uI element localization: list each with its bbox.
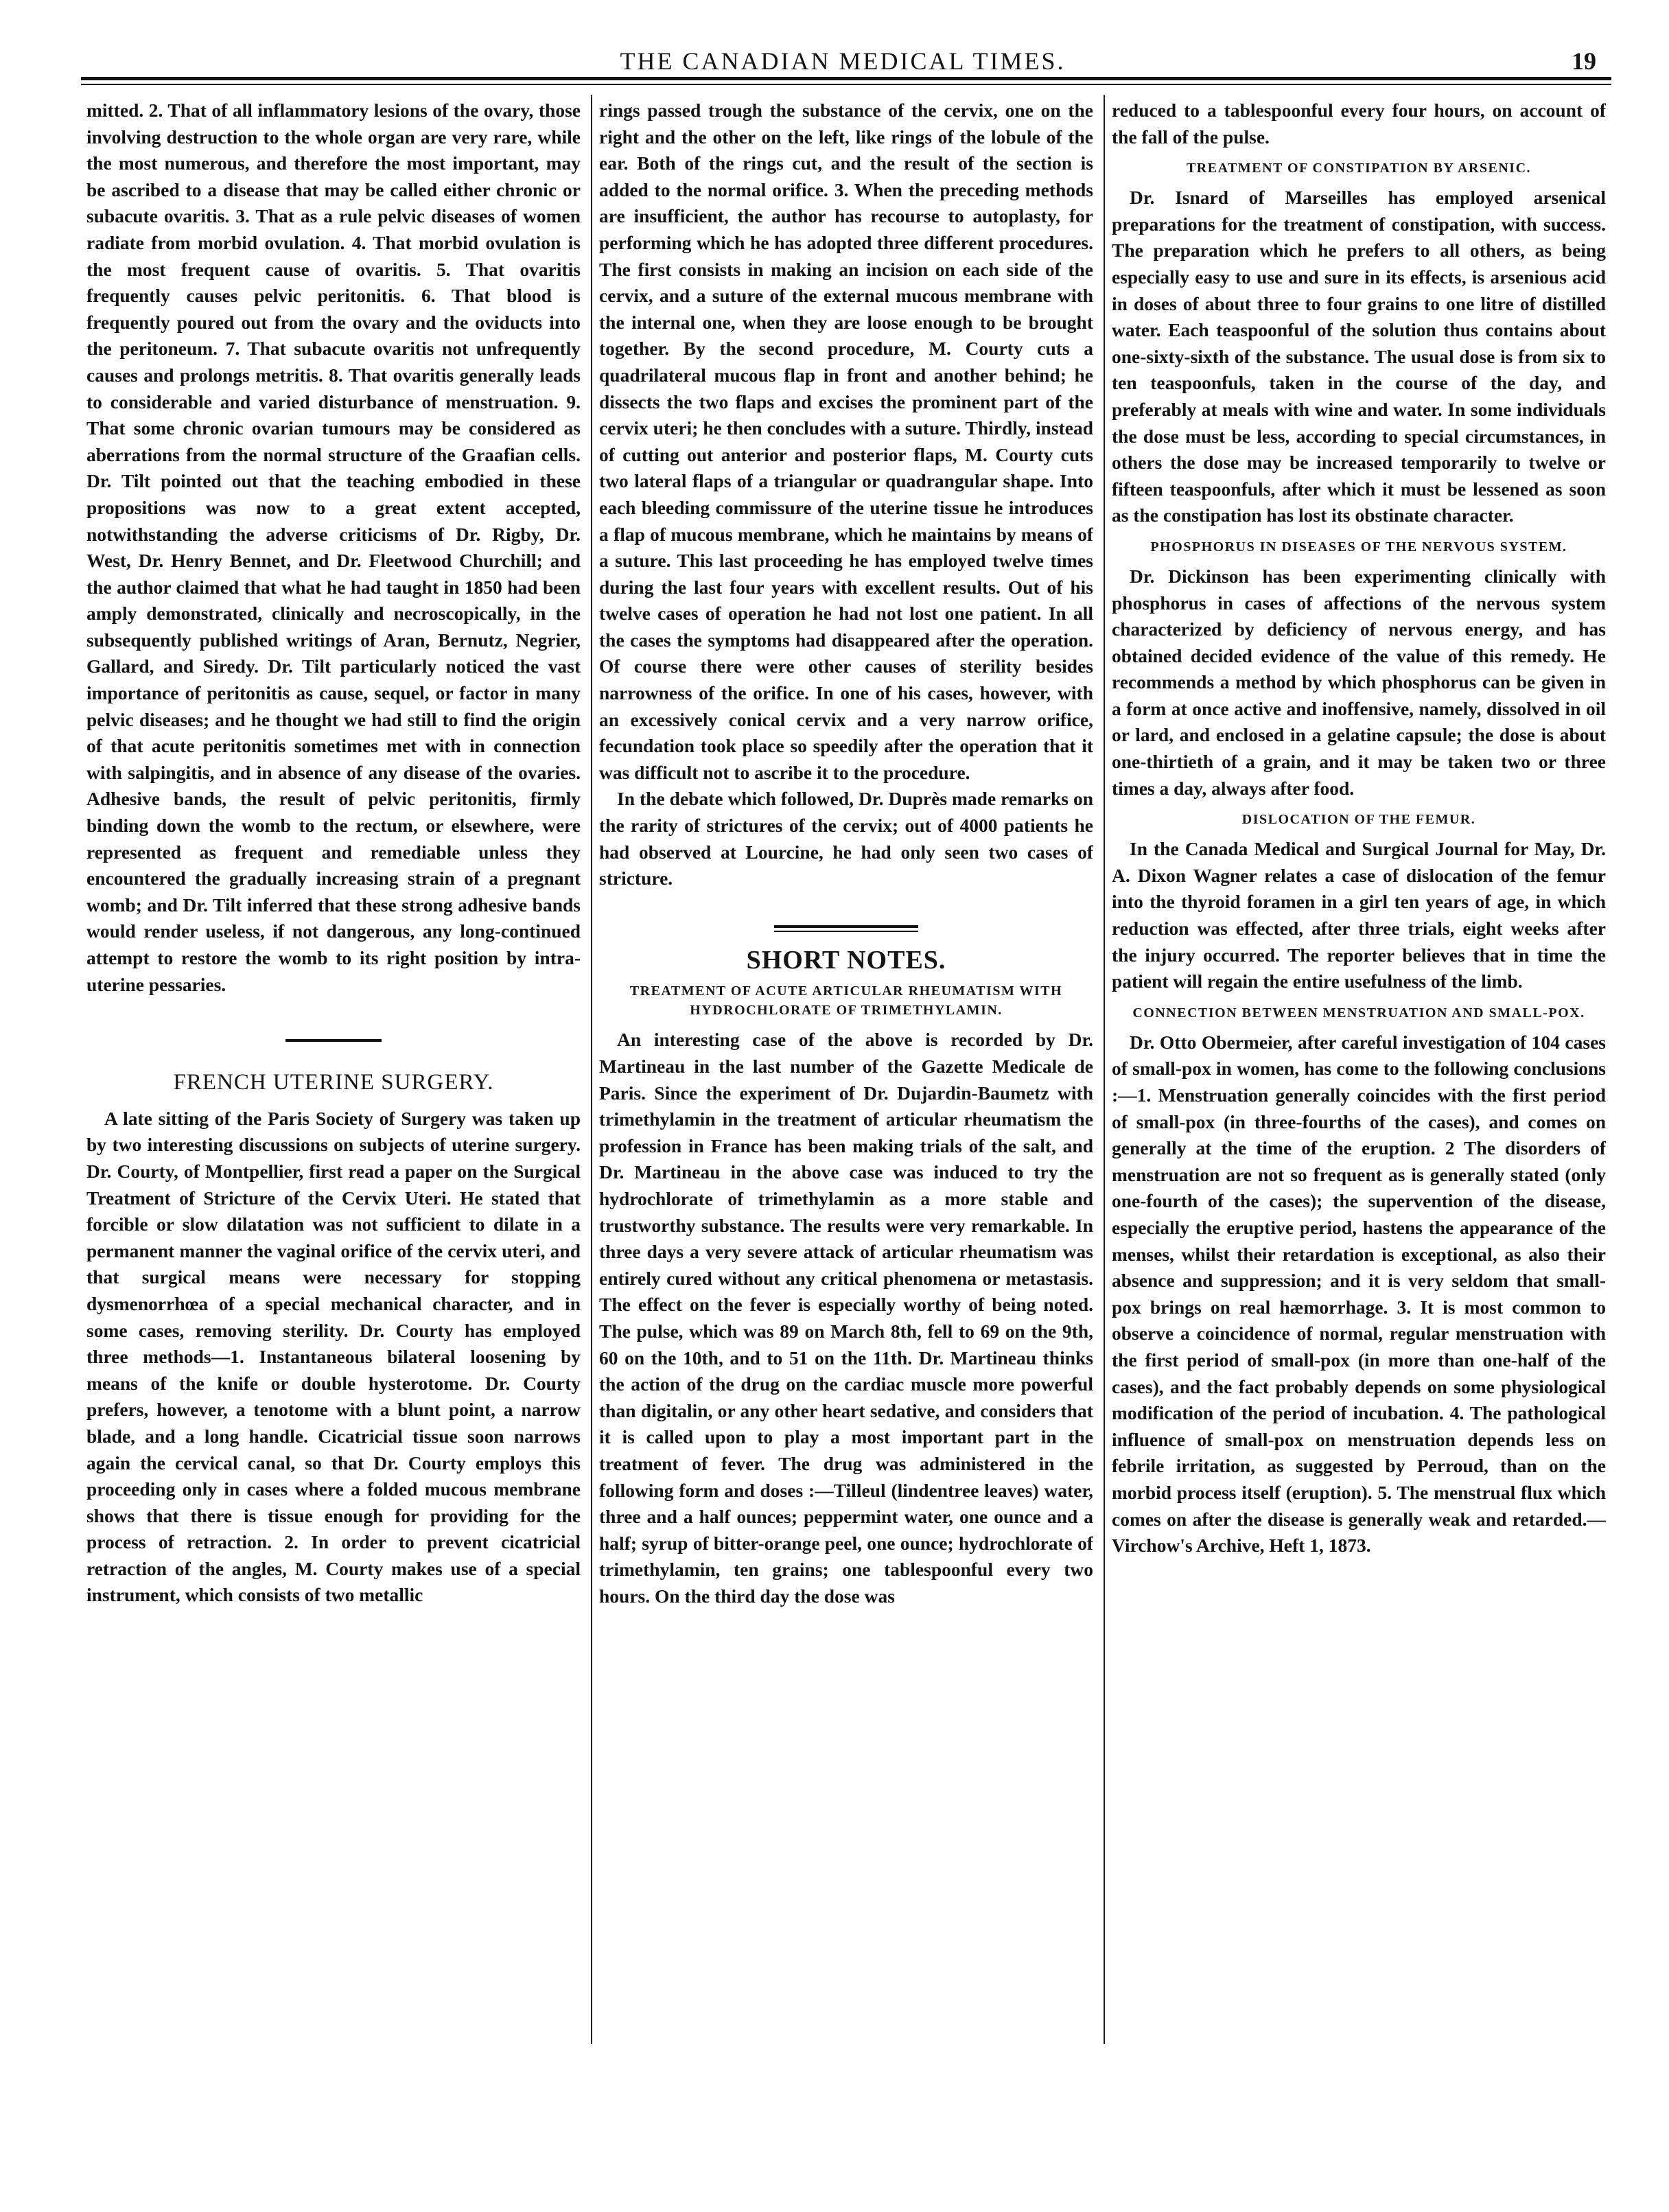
femur-paragraph: In the Canada Medical and Surgical Journal for May, Dr. A. Dixon Wagner relates a case of dislocation of the femur into the thyroid foramen in a girl ten years of age, in which reduction was effected, after three trials, eight weeks after the injury occurred. The reporter believes that in time the patient will regain the entire usefulness of the limb. <box>1112 838 1606 992</box>
smallpox-caption: CONNECTION BETWEEN MENSTRUATION AND SMALL-POX. <box>1132 1005 1585 1021</box>
journal-title: THE CANADIAN MEDICAL TIMES. <box>620 47 1066 75</box>
french-uterine-surgery-paragraph: A late sitting of the Paris Society of Surgery was taken up by two interesting discussions on subjects of uterine surgery. Dr. Courty, of Montpellier, first read a paper on the Surgical Treatment of Stricture of the Cervix Uteri. He stated that forcible or slow dilatation was not sufficient to dilate in a permanent manner the vaginal orifice of the cervix uteri, and that surgical means were necessary for stopping dysmenorrhœa of a special mechanical character, and in some cases, removing sterility. Dr. Courty has employed three methods—1. Instantaneous bilateral loosening by means of the knife or double hysterotome. Dr. Courty prefers, however, a tenotome with a blunt point, a narrow blade, and a long handle. Cicatricial tissue soon narrows again the cervical canal, so that Dr. Courty employs this proceeding only in cases where a folded mucous membrane shows that there is tissue enough for providing for the process of retraction. 2. In order to prevent cicatricial retraction of the angles, M. Courty makes use of a special instrument, which consists of two metallic <box>86 1107 581 1606</box>
debate-paragraph: In the debate which followed, Dr. Duprès made remarks on the rarity of strictures of the cervix; out of 4000 patients he had observed at Lourcine, he had only seen two cases of stricture. <box>599 788 1093 889</box>
rheumatism-paragraph: An interesting case of the above is recorded by Dr. Martineau in the last number of the Gazette Medicale de Paris. Since the experiment of Dr. Dujardin-Baumetz with trimethylamin in the treatment of articular rheumatism the profession in France has been making trials of the salt, and Dr. Martineau in the above case was induced to try the hydrochlorate of trimethylamin as a more stable and trustworthy substance. The results were very remarkable. In three days a very severe attack of articular rheumatism was entirely cured without any critical phenomena or metastasis. The effect on the fever is especially worthy of being noted. The pulse, which was 89 on March 8th, fell to 69 on the 9th, 60 on the 10th, and to 51 on the 11th. Dr. Martineau thinks the action of the drug on the cardiac muscle more powerful than digitalin, or any other heart sedative, and considers that it is called upon to play a most important part in the treatment of fever. The drug was administered in the following form and doses :—Tilleul (lindentree leaves) water, three and a half ounces; peppermint water, one ounce and a half; syrup of bitter-orange peel, one ounce; hydrochlorate of trimethylamin, ten grains; one tablespoonful every two hours. On the third day the dose was <box>599 1029 1093 1607</box>
page-header <box>81 47 1604 74</box>
constipation-caption: TREATMENT OF CONSTIPATION BY ARSENIC. <box>1186 161 1532 176</box>
ovaritis-propositions-paragraph: mitted. 2. That of all inflammatory lesions of the ovary, those involving destruction to the whole organ are very rare, while the most numerous, and therefore the most important, may be ascribed to a disease that may be called either chronic or subacute ovaritis. 3. That as a rule pelvic diseases of women radiate from morbid ovulation. 4. That morbid ovulation is the most frequent cause of ovaritis. 5. That ovaritis frequently causes pelvic peritonitis. 6. That blood is frequently poured out from the ovary and the oviducts into the peritoneum. 7. That subacute ovaritis not unfrequently causes and prolongs metritis. 8. That ovaritis generally leads to considerable and varied disturbance of menstruation. 9. That some chronic ovarian tumours may be considered as aberrations from the normal structure of the Graafian cells. Dr. Tilt pointed out that the teaching embodied in these propositions was now to a great extent accepted, notwithstanding the adverse criticisms of Dr. Rigby, Dr. West, Dr. Henry Bennet, and Dr. Fleetwood Churchill; and the author claimed that what he had taught in 1850 had been amply demonstrated, clinically and necroscopically, in the subsequently published writings of Aran, Bernutz, Negrier, Gallard, and Siredy. Dr. Tilt particularly noticed the vast importance of peritonitis as cause, sequel, or factor in many pelvic diseases; and he thought we had still to find the origin of that acute peritonitis sometimes met with in connection with salpingitis, and in absence of any disease of the ovaries. Adhesive bands, the result of pelvic peritonitis, firmly binding down the womb to the rectum, or elsewhere, were represented as frequent and remediable unless they encountered the gradually increasing strain of a pregnant womb; and Dr. Tilt inferred that these strong adhesive bands would render useless, if not dangerous, any long-continued attempt to restore the womb to its right position by intra-uterine pessaries. <box>86 100 581 995</box>
short-notes-rule-top <box>774 925 918 928</box>
column-3 <box>1112 97 1606 2095</box>
constipation-paragraph: Dr. Isnard of Marseilles has employed arsenical preparations for the treatment of constipation, with success. The preparation which he prefers to all others, as being especially easy to use and sure in its effects, is arsenious acid in doses of about three to four grains to one litre of distilled water. Each teaspoonful of the solution thus contains about one-sixty-sixth of the substance. The usual dose is from six to ten teaspoonfuls, taken in the course of the day, and preferably at meals with wine and water. In some individuals the dose must be less, according to special circumstances, in others the dose may be increased temporarily to twelve or fifteen teaspoonfuls, after which it must be lessened as soon as the constipation has lost its obstinate character. <box>1112 187 1606 526</box>
french-uterine-surgery-heading: FRENCH UTERINE SURGERY. <box>173 1070 494 1095</box>
header-rule-thin <box>81 84 1611 85</box>
spacer <box>599 932 1093 946</box>
section-divider <box>285 1039 382 1042</box>
page-number: 19 <box>1572 47 1596 75</box>
column-1 <box>86 97 581 2095</box>
rheumatism-caption: TREATMENT OF ACUTE ARTICULAR RHEUMATISM WITH HYDROCHLORATE OF TRIMETHYLAMIN. <box>629 983 1063 1018</box>
column-2 <box>599 97 1093 2095</box>
phosphorus-paragraph: Dr. Dickinson has been experimenting clinically with phosphorus in cases of affections of the nervous system characterized by deficiency of nervous energy, and has obtained decided evidence of the value of this remedy. He recommends a method by which phosphorus can be given in a form at once active and inoffensive, namely, dissolved in oil or lard, and enclosed in a gelatine capsule; the dose is about one-thirtieth of a grain, and it may be taken two or three times a day, always after food. <box>1112 565 1606 799</box>
femur-caption: DISLOCATION OF THE FEMUR. <box>1241 812 1476 828</box>
smallpox-paragraph: Dr. Otto Obermeier, after careful investigation of 104 cases of small-pox in women, has come to the following conclusions :—1. Menstruation generally coincides with the first period of small-pox (in three-fourths of the cases), and comes on generally at the time of the eruption. 2 The disorders of menstruation are not so frequent as is generally stated (only one-fourth of the cases); the supervention of the disease, especially the eruptive period, hastens the appearance of the menses, whilst their retardation is exceptional, as also their absence and suppression; and it is very seldom that small-pox brings on real hæmorrhage. 3. It is most common to observe a coincidence of normal, regular menstruation with the first period of small-pox (in more than one-half of the cases), and the fact probably depends on some physiological modification of the period of incubation. 4. The pathological influence of small-pox on menstruation depends less on febrile irritation, as suggested by Perroud, than on the morbid process itself (eruption). 5. The menstrual flux which comes on after the disease is generally weak and retarded.—Virchow's Archive, Heft 1, 1873. <box>1112 1031 1606 1557</box>
courty-methods-paragraph: rings passed trough the substance of the cervix, one on the right and the other on the left, like rings of the lobule of the ear. Both of the rings cut, and the result of the section is added to the normal orifice. 3. When the preceding methods are insufficient, the author has recourse to autoplasty, for performing which he has adopted three different procedures. The first consists in making an incision on each side of the cervix, and a suture of the external mucous membrane with the internal one, when they are loose enough to be brought together. By the second procedure, M. Courty cuts a quadrilateral mucous flap in front and another behind; he dissects the two flaps and excises the prominent part of the cervix uteri; he then concludes with a suture. Thirdly, instead of cutting out anterior and posterior flaps, M. Courty cuts two lateral flaps of a triangular or quadrangular shape. Into each bleeding commissure of the uterine tissue he introduces a flap of mucous membrane, which he maintains by means of a suture. This last proceeding he has employed twelve times during the last four years with excellent results. Out of his twelve cases of operation he had not lost one patient. In all the cases the symptoms had disappeared after the operation. Of course there were other causes of sterility besides narrowness of the orifice. In one of his cases, however, with an excessively conical cervix and a very narrow orifice, fecundation took place so speedily after the operation that it was difficult not to ascribe it to the procedure. <box>599 100 1093 783</box>
column-divider-1 <box>591 95 592 2044</box>
dose-continuation-paragraph: reduced to a tablespoonful every four hours, on account of the fall of the pulse. <box>1112 100 1606 148</box>
phosphorus-caption: PHOSPHORUS IN DISEASES OF THE NERVOUS SYSTEM. <box>1150 539 1567 555</box>
spacer <box>599 892 1093 920</box>
short-notes-heading: SHORT NOTES. <box>746 945 946 975</box>
header-rule-thick <box>81 77 1611 80</box>
column-divider-2 <box>1104 95 1105 2044</box>
